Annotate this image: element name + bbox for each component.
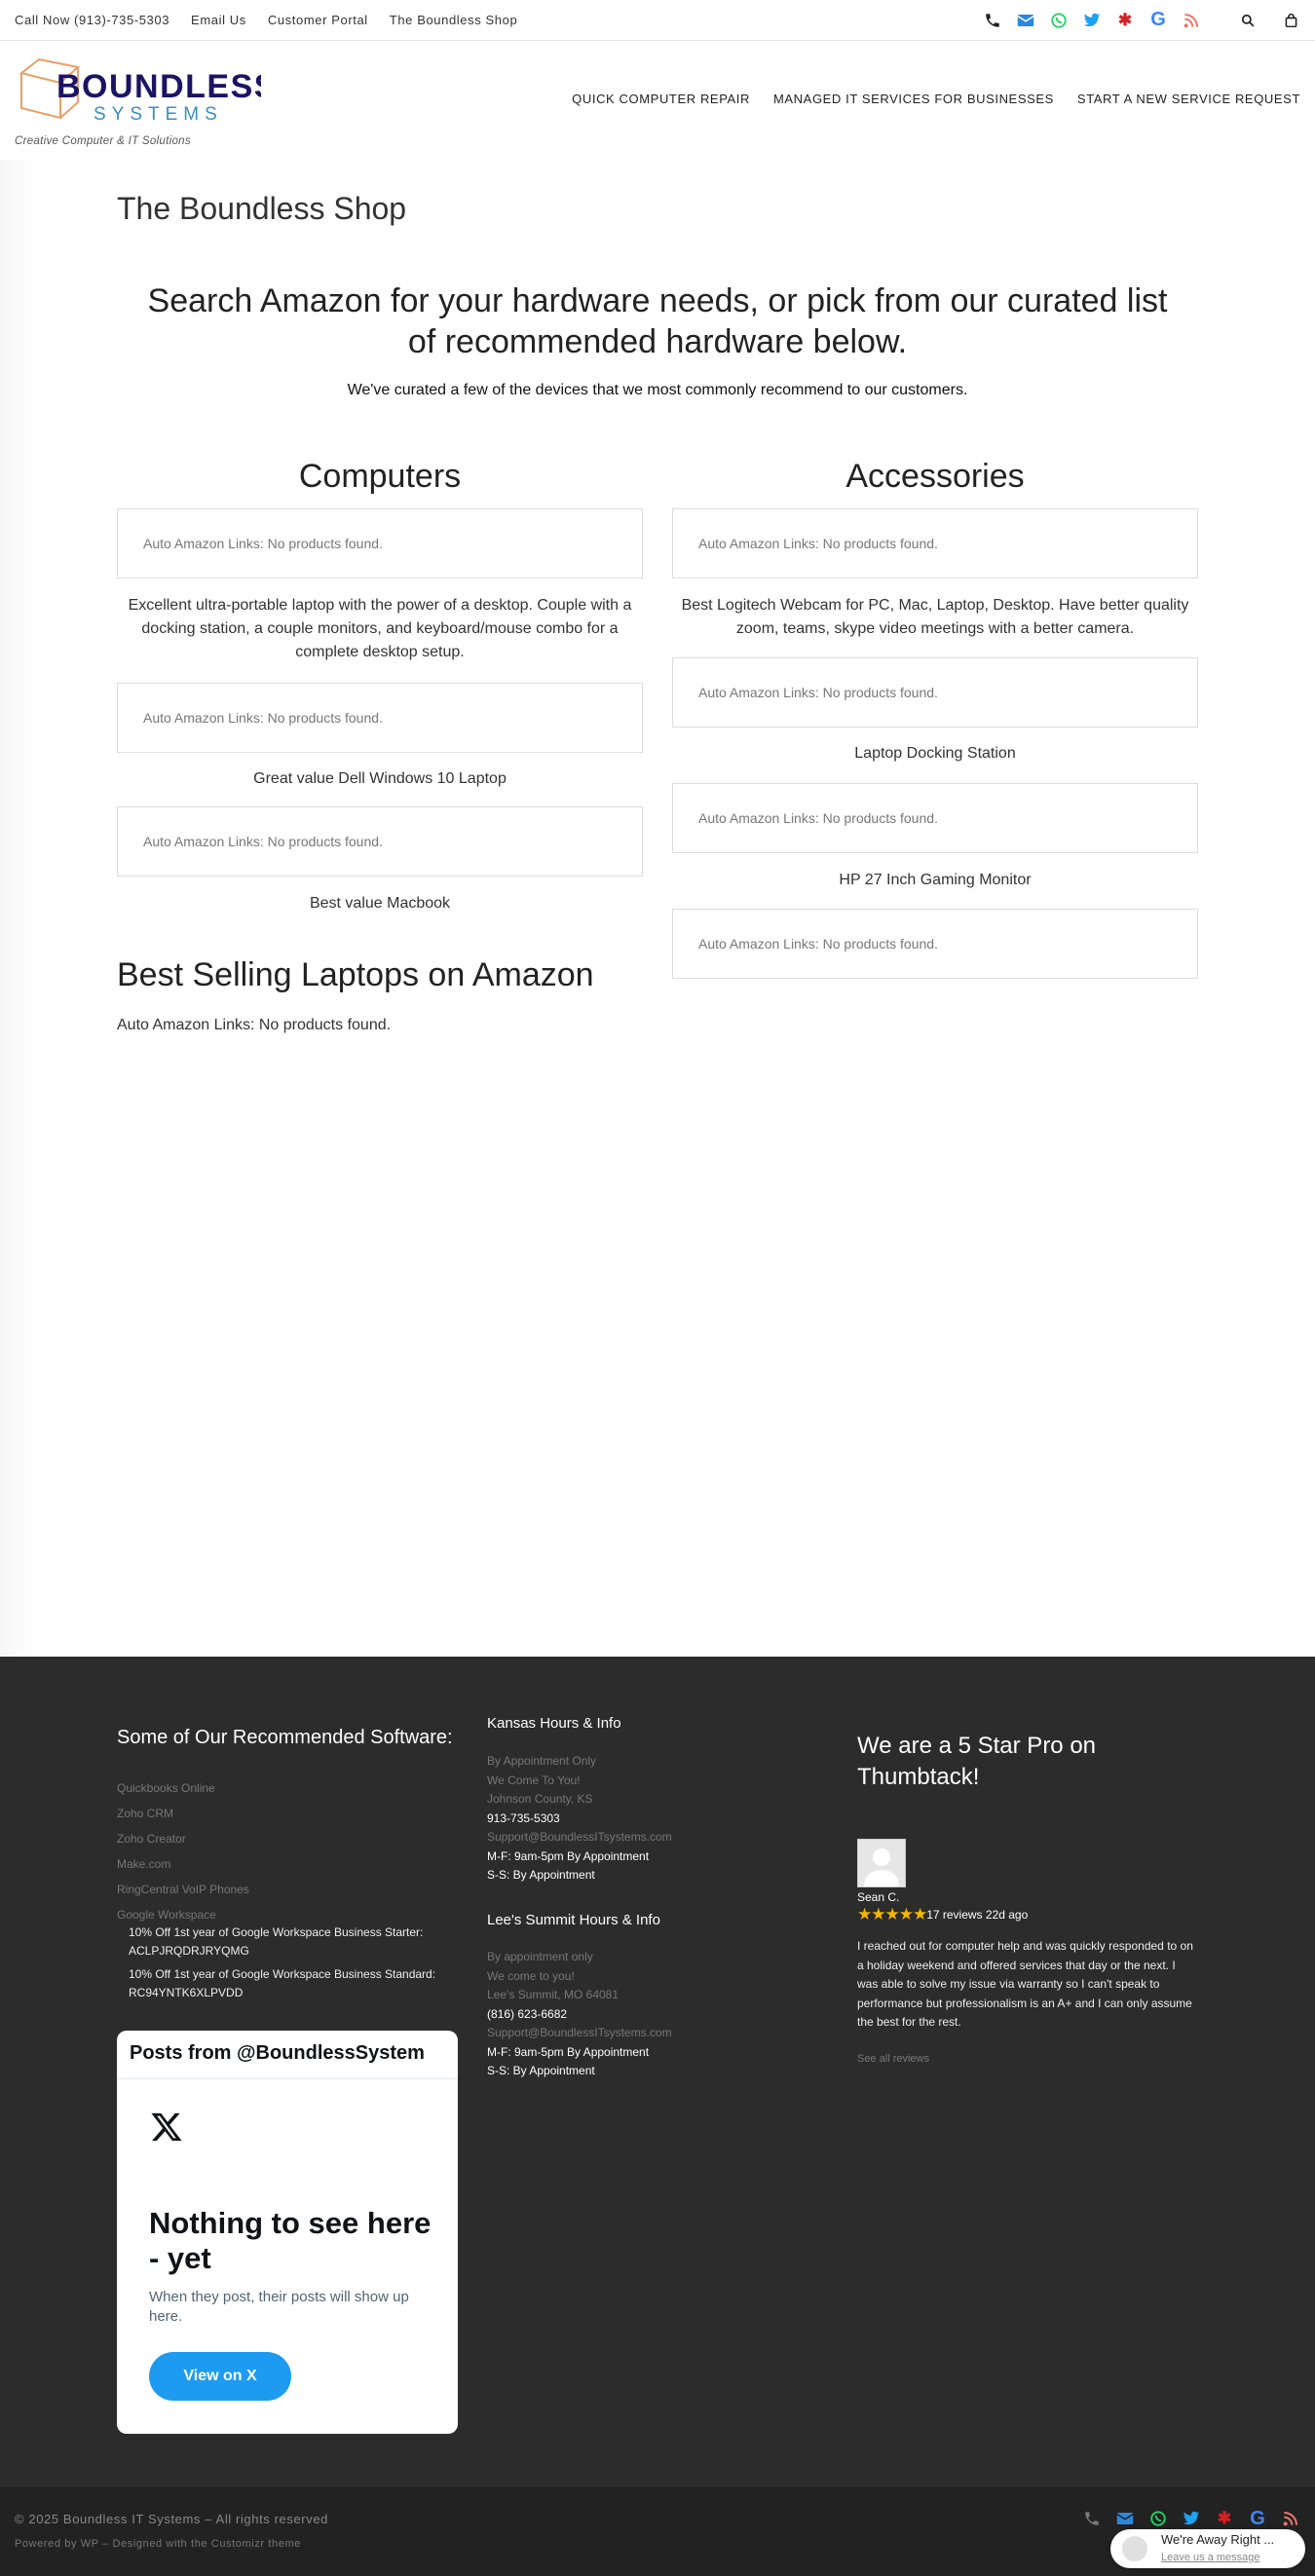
whatsapp-icon[interactable] xyxy=(1148,2509,1168,2528)
product-box: Auto Amazon Links: No products found. xyxy=(117,683,643,753)
product-box: Auto Amazon Links: No products found. xyxy=(117,508,643,579)
software-link[interactable]: Zoho Creator xyxy=(117,1832,186,1846)
product-box: Auto Amazon Links: No products found. xyxy=(672,909,1198,979)
lees-summit-heading: Lee's Summit Hours & Info xyxy=(487,1912,660,1928)
rss-icon[interactable] xyxy=(1182,11,1201,30)
best-selling-heading: Best Selling Laptops on Amazon xyxy=(117,956,594,993)
copyright: © 2025 Boundless IT Systems – All rights reserved xyxy=(15,2512,328,2526)
lees-summit-hours-weekend: S-S: By Appointment xyxy=(487,2064,595,2077)
yelp-icon[interactable]: ✱ xyxy=(1217,2509,1232,2527)
main-nav xyxy=(572,92,1300,106)
review-meta: 17 reviews 22d ago xyxy=(926,1908,1029,1922)
lees-summit-hours-weekday: M-F: 9am-5pm By Appointment xyxy=(487,2044,650,2059)
whatsapp-icon[interactable] xyxy=(1049,11,1069,30)
thumbtack-heading: We are a 5 Star Pro on Thumbtack! xyxy=(857,1733,1097,1790)
shop-headline: Search Amazon for your hardware needs, or pick from our curated list of recommended hardware below. xyxy=(147,282,1168,360)
lees-summit-line: We come to you! xyxy=(487,1968,575,1983)
page-title: The Boundless Shop xyxy=(117,191,407,226)
nav-managed-it-services[interactable]: MANAGED IT SERVICES FOR BUSINESSES xyxy=(772,92,1054,106)
boundless-shop-link[interactable]: The Boundless Shop xyxy=(389,13,518,27)
logo-word-boundless: BOUNDLESS xyxy=(56,68,261,105)
cart-icon[interactable] xyxy=(1281,11,1300,30)
product-description: Excellent ultra-portable laptop with the power of a desktop. Couple with a docking station, a couple monitors, and keyboard/mouse combo for a complete desktop setup. xyxy=(128,597,632,660)
reviewer-avatar xyxy=(857,1839,906,1887)
kansas-hours-weekday: M-F: 9am-5pm By Appointment xyxy=(487,1848,650,1863)
accessories-heading: Accessories xyxy=(845,458,1025,495)
kansas-line: We Come To You! xyxy=(487,1773,581,1787)
top-right xyxy=(983,11,1300,30)
x-widget-empty-title: Nothing to see here - yet xyxy=(149,2206,432,2275)
product-box: Auto Amazon Links: No products found. xyxy=(117,806,643,877)
utility-icons xyxy=(1238,11,1300,30)
lees-summit-email[interactable]: Support@BoundlessITsystems.com xyxy=(487,2026,672,2039)
product-box: Auto Amazon Links: No products found. xyxy=(672,783,1198,853)
product-box: Auto Amazon Links: No products found. xyxy=(672,657,1198,728)
chat-avatar xyxy=(1122,2536,1147,2561)
kansas-info xyxy=(487,1752,672,1885)
workspace-code-starter: ACLPJRQDRJRYQMG xyxy=(129,1944,249,1958)
rss-icon[interactable] xyxy=(1281,2509,1300,2528)
site-tagline: Creative Computer & IT Solutions xyxy=(15,135,191,147)
product-box: Auto Amazon Links: No products found. xyxy=(672,508,1198,579)
phone-icon[interactable] xyxy=(983,11,1002,30)
software-link[interactable]: RingCentral VoIP Phones xyxy=(117,1883,249,1896)
kansas-heading: Kansas Hours & Info xyxy=(487,1715,621,1732)
x-logo-icon xyxy=(150,2110,183,2144)
customer-portal-link[interactable]: Customer Portal xyxy=(267,13,368,27)
workspace-promo-standard: 10% Off 1st year of Google Workspace Business Standard: xyxy=(129,1967,436,1981)
top-links xyxy=(15,13,539,27)
site-logo[interactable] xyxy=(18,54,261,122)
main-content xyxy=(0,160,1315,1657)
software-link[interactable]: Zoho CRM xyxy=(117,1807,174,1820)
review-text: I reached out for computer help and was quickly responded to on a holiday weekend and offered services that day or the next. I was able to solve my issue via warranty so I can't speak to performance but professionalism is an A+ and I can only assume the best for the rest. xyxy=(857,1939,1193,2029)
shop-intro: We've curated a few of the devices that we most commonly recommend to our customers. xyxy=(347,382,968,398)
star-rating-icons: ★★★★★ xyxy=(857,1905,927,1923)
google-icon[interactable]: G xyxy=(1250,2507,1265,2529)
kansas-hours-weekend: S-S: By Appointment xyxy=(487,1868,595,1882)
x-widget-empty-subtitle: When they post, their posts will show up here. xyxy=(149,2289,409,2325)
chat-widget[interactable] xyxy=(1110,2529,1305,2568)
product-description: HP 27 Inch Gaming Monitor xyxy=(839,872,1032,888)
software-heading: Some of Our Recommended Software: xyxy=(117,1727,453,1748)
product-description: Best Logitech Webcam for PC, Mac, Laptop, Desktop. Have better quality zoom, teams, skype video meetings with a better camera. xyxy=(681,597,1189,637)
site-footer xyxy=(0,1657,1315,2487)
x-widget-header: Posts from @BoundlessSystem xyxy=(117,2031,458,2079)
powered-by: Powered by WP – Designed with the Customizr theme xyxy=(15,2538,301,2550)
email-icon[interactable] xyxy=(1115,2509,1135,2528)
see-all-reviews-link[interactable]: See all reviews xyxy=(857,2053,929,2065)
search-icon[interactable] xyxy=(1238,11,1258,30)
kansas-line: By Appointment Only xyxy=(487,1754,597,1768)
lees-summit-info xyxy=(487,1948,672,2081)
product-description: Great value Dell Windows 10 Laptop xyxy=(253,770,507,787)
lees-summit-line: Lee's Summit, MO 64081 xyxy=(487,1988,620,2001)
google-icon[interactable]: G xyxy=(1150,9,1166,30)
lees-summit-line: By appointment only xyxy=(487,1950,593,1963)
twitter-icon[interactable] xyxy=(1182,2509,1201,2528)
kansas-line: Johnson County, KS xyxy=(487,1792,593,1806)
review-rating xyxy=(857,1905,1028,1924)
logo-word-systems: SYSTEMS xyxy=(94,104,223,124)
kansas-phone[interactable]: 913-735-5303 xyxy=(487,1811,560,1825)
software-link[interactable]: Quickbooks Online xyxy=(117,1781,215,1795)
x-timeline-widget xyxy=(117,2031,458,2434)
computers-heading: Computers xyxy=(298,458,462,495)
kansas-email[interactable]: Support@BoundlessITsystems.com xyxy=(487,1830,672,1844)
top-bar xyxy=(0,0,1315,41)
phone-icon[interactable] xyxy=(1082,2509,1102,2528)
nav-quick-computer-repair[interactable]: QUICK COMPUTER REPAIR xyxy=(572,92,750,106)
view-on-x-button[interactable]: View on X xyxy=(149,2352,291,2401)
workspace-code-standard: RC94YNTK6XLPVDD xyxy=(129,1986,244,1999)
software-link[interactable]: Google Workspace xyxy=(117,1908,216,1922)
call-now-link[interactable]: Call Now (913)-735-5303 xyxy=(15,13,170,27)
product-description: Best value Macbook xyxy=(309,895,451,912)
chat-title: We're Away Right ... xyxy=(1161,2532,1275,2547)
workspace-promo-starter: 10% Off 1st year of Google Workspace Business Starter: xyxy=(129,1925,424,1939)
bottom-social-icons xyxy=(1082,2509,1300,2528)
leave-message-link[interactable]: Leave us a message xyxy=(1161,2552,1260,2563)
email-icon[interactable] xyxy=(1016,11,1035,30)
reviewer-name: Sean C. xyxy=(857,1890,900,1904)
nav-start-service-request[interactable]: START A NEW SERVICE REQUEST xyxy=(1076,92,1300,106)
left-shade xyxy=(0,160,39,1657)
yelp-icon[interactable]: ✱ xyxy=(1117,10,1133,29)
software-link[interactable]: Make.com xyxy=(117,1857,171,1871)
product-description: Laptop Docking Station xyxy=(854,745,1016,762)
site-header xyxy=(0,41,1315,160)
lees-summit-phone[interactable]: (816) 623-6682 xyxy=(487,2006,568,2021)
email-us-link[interactable]: Email Us xyxy=(191,13,246,27)
twitter-icon[interactable] xyxy=(1082,11,1102,30)
best-selling-text: Auto Amazon Links: No products found. xyxy=(117,1017,392,1033)
